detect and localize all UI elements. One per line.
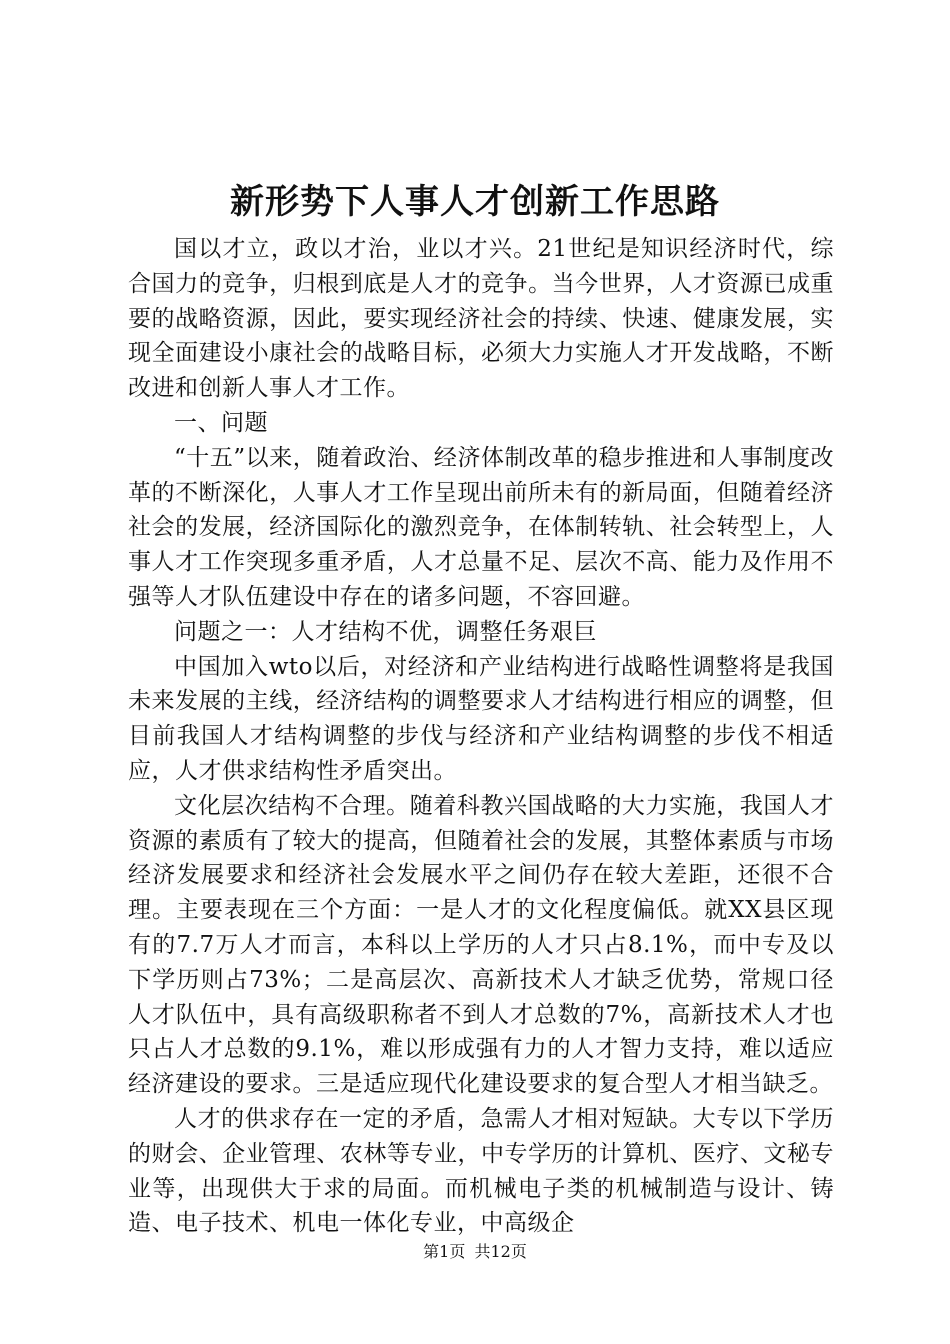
section-heading-problems: 一、问题 [174, 409, 268, 436]
paragraph-education-structure: 文化层次结构不合理。随着科教兴国战略的大力实施，我国人才资源的素质有了较大的提高，但随着社会的发展，其整体素质与市场经济发展要求和经济社会发展水平之间仍存在较大差距，还很不合理。主要表现在三个方面：一是人才的文化程度偏低。就XX县区现有的7.7万人才而言，本科以上学历的人才只占8.1%，而中专及以下学历则占73%；二是高层次、高新技术人才缺乏优势，常规口径人才队伍中，具有高级职称者不到人才总数的7%，高新技术人才也只占人才总数的9.1%，难以形成强有力的人才智力支持，难以适应经济建设的要求。三是适应现代化建设要求的复合型人才相当缺乏。 [128, 792, 834, 1098]
page-number-current: 第1页 [423, 1242, 466, 1261]
paragraph-overview: “十五”以来，随着政治、经济体制改革的稳步推进和人事制度改革的不断深化，人事人才工作呈现出前所未有的新局面，但随着经济社会的发展，经济国际化的激烈竞争，在体制转轨、社会转型上，人事人才工作突现多重矛盾，人才总量不足、层次不高、能力及作用不强等人才队伍建设中存在的诸多问题，不容回避。 [128, 444, 834, 610]
page-number-total: 共12页 [474, 1242, 527, 1261]
page-footer [0, 1240, 950, 1264]
paragraph-wto: 中国加入wto以后，对经济和产业结构进行战略性调整将是我国未来发展的主线，经济结构的调整要求人才结构进行相应的调整，但目前我国人才结构调整的步伐与经济和产业结构调整的步伐不相适应，人才供求结构性矛盾突出。 [128, 653, 834, 784]
subheading-problem-one: 问题之一：人才结构不优，调整任务艰巨 [174, 618, 597, 645]
document-body [128, 232, 834, 1241]
paragraph-supply-demand: 人才的供求存在一定的矛盾，急需人才相对短缺。大专以下学历的财会、企业管理、农林等专业，中专学历的计算机、医疗、文秘专业等，出现供大于求的局面。而机械电子类的机械制造与设计、铸造、电子技术、机电一体化专业，中高级企 [128, 1105, 834, 1237]
paragraph-intro: 国以才立，政以才治，业以才兴。21世纪是知识经济时代，综合国力的竞争，归根到底是人才的竞争。当今世界，人才资源已成重要的战略资源，因此，要实现经济社会的持续、快速、健康发展，实现全面建设小康社会的战略目标，必须大力实施人才开发战略，不断改进和创新人事人才工作。 [128, 236, 834, 402]
document-title: 新形势下人事人才创新工作思路 [230, 182, 720, 222]
